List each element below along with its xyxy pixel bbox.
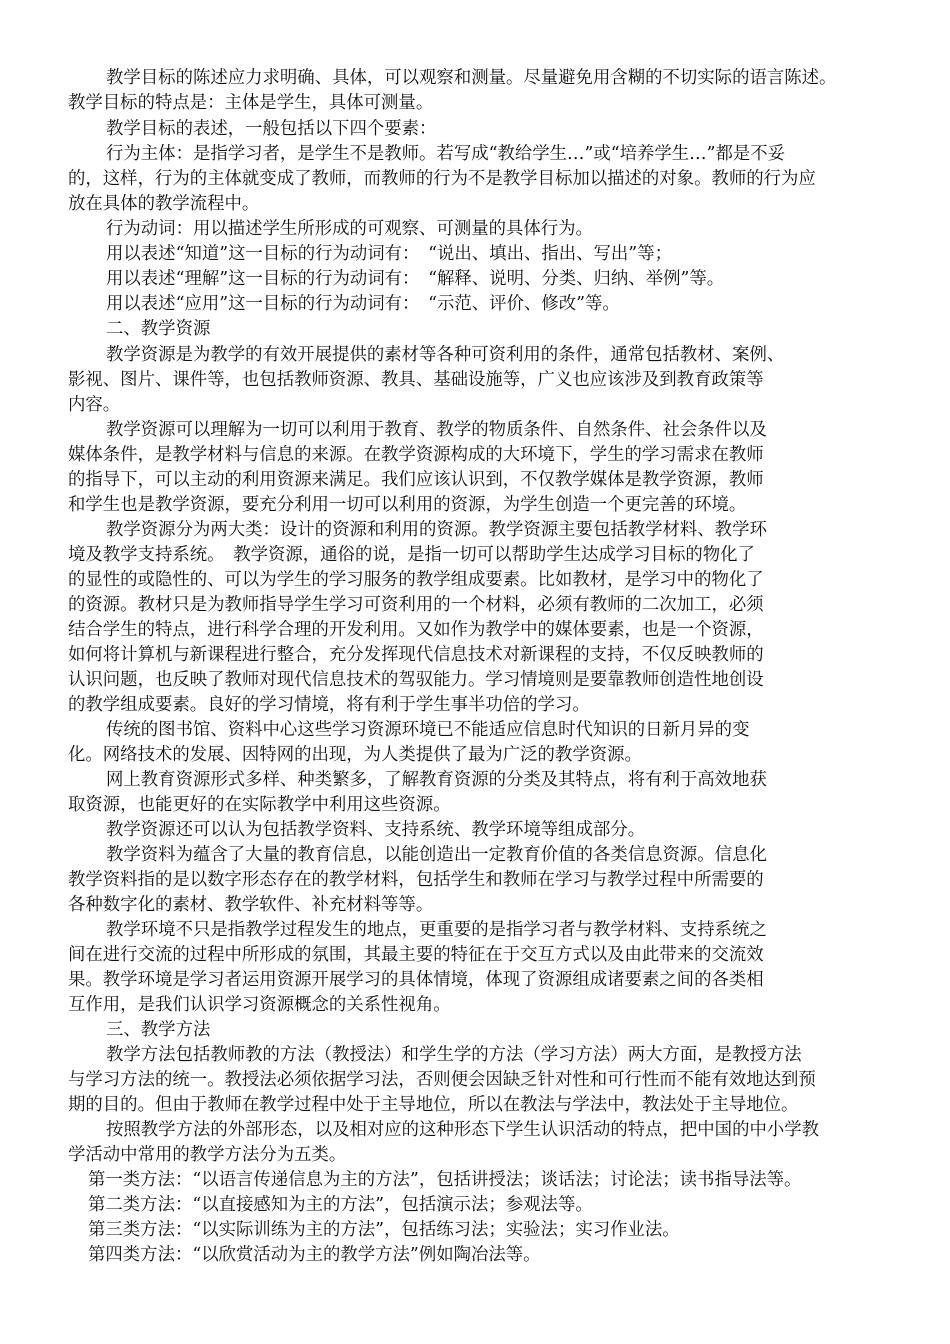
text-line: 教学资源还可以认为包括教学资料、支持系统、教学环境等组成部分。 (106, 820, 646, 840)
text-line: 间在进行交流的过程中所形成的氛围，其最主要的特征在于交互方式以及由此带来的交流效 (68, 945, 764, 965)
text-line: 认识问题，也反映了教师对现代信息技术的驾驭能力。学习情境则是要靠教师创造性地创设 (68, 670, 764, 690)
text-line: 用以表述“应用”这一目标的行为动词有： “示范、评价、修改”等。 (106, 294, 620, 314)
text-line: 按照教学方法的外部形态，以及相对应的这种形态下学生认识活动的特点，把中国的中小学教 (106, 1120, 820, 1140)
text-line: 行为动词：用以描述学生所形成的可观察、可测量的具体行为。 (106, 219, 593, 239)
text-line: 互作用，是我们认识学习资源概念的关系性视角。 (68, 995, 451, 1015)
text-line: 教学目标的陈述应力求明确、具体，可以观察和测量。尽量避免用含糊的不切实际的语言陈述。 (106, 68, 837, 88)
text-line: 的，这样，行为的主体就变成了教师，而教师的行为不是教学目标加以描述的对象。教师的行为应 (68, 169, 816, 189)
section-heading: 三、教学方法 (106, 1020, 211, 1040)
text-line: 教学资源是为教学的有效开展提供的素材等各种可资利用的条件，通常包括教材、案例、 (106, 345, 785, 365)
section-heading: 二、教学资源 (106, 319, 211, 339)
text-line: 教学资源分为两大类：设计的资源和利用的资源。教学资源主要包括教学材料、教学环 (106, 520, 767, 540)
text-line: 境及教学支持系统。 教学资源，通俗的说，是指一切可以帮助学生达成学习目标的物化了 (68, 545, 755, 565)
text-line: 的资源。教材只是为教师指导学生学习可资利用的一个材料，必须有教师的二次加工，必须 (68, 595, 764, 615)
text-line: 的显性的或隐性的、可以为学生的学习服务的教学组成要素。比如教材，是学习中的物化了 (68, 570, 764, 590)
text-line: 教学环境不只是指教学过程发生的地点，更重要的是指学习者与教学材料、支持系统之 (106, 920, 767, 940)
text-line: 教学资源可以理解为一切可以利用于教育、教学的物质条件、自然条件、社会条件以及 (106, 420, 767, 440)
text-line: 教学目标的表述，一般包括以下四个要素： (106, 119, 437, 139)
text-line: 教学目标的特点是：主体是学生，具体可测量。 (68, 93, 434, 113)
text-line: 教学资料为蕴含了大量的教育信息，以能创造出一定教育价值的各类信息资源。信息化 (106, 845, 767, 865)
text-line: 媒体条件，是教学材料与信息的来源。在教学资源构成的大环境下，学生的学习需求在教师 (68, 445, 764, 465)
text-line: 影视、图片、课件等，也包括教师资源、教具、基础设施等，广义也应该涉及到教育政策等 (68, 370, 764, 390)
text-line: 用以表述“知道”这一目标的行为动词有： “说出、填出、指出、写出”等； (106, 244, 672, 264)
text-line: 第一类方法：“以语言传递信息为主的方法”，包括讲授法；谈话法；讨论法；读书指导法等。 (88, 1170, 802, 1190)
text-line: 化。网络技术的发展、因特网的出现，为人类提供了最为广泛的教学资源。 (68, 745, 642, 765)
text-line: 与学习方法的统一。教授法必须依据学习法，否则便会因缺乏针对性和可行性而不能有效地达到预 (68, 1070, 816, 1090)
text-line: 用以表述“理解”这一目标的行为动词有： “解释、说明、分类、归纳、举例”等。 (106, 269, 725, 289)
text-line: 的教学组成要素。良好的学习情境，将有利于学生事半功倍的学习。 (68, 695, 590, 715)
text-line: 教学方法包括教师教的方法（教授法）和学生学的方法（学习方法）两大方面，是教授方法 (106, 1045, 802, 1065)
text-line: 第二类方法：“以直接感知为主的方法”，包括演示法；参观法等。 (88, 1195, 593, 1215)
text-line: 和学生也是教学资源，要充分利用一切可以利用的资源，为学生创造一个更完善的环境。 (68, 495, 747, 515)
text-line: 行为主体：是指学习者，是学生不是教师。若写成“教给学生…”或“培养学生…”都是不妥 (106, 144, 786, 164)
text-line: 内容。 (68, 395, 121, 415)
text-line: 网上教育资源形式多样、种类繁多，了解教育资源的分类及其特点，将有利于高效地获 (106, 770, 767, 790)
text-line: 学活动中常用的教学方法分为五类。 (68, 1145, 347, 1165)
text-line: 结合学生的特点，进行科学合理的开发利用。又如作为教学中的媒体要素，也是一个资源， (68, 620, 764, 640)
text-line: 的指导下，可以主动的利用资源来满足。我们应该认识到，不仅教学媒体是教学资源，教师 (68, 470, 764, 490)
text-line: 果。教学环境是学习者运用资源开展学习的具体情境，体现了资源组成诸要素之间的各类相 (68, 970, 764, 990)
text-line: 教学资料指的是以数字形态存在的教学材料，包括学生和教师在学习与教学过程中所需要的 (68, 870, 764, 890)
text-line: 如何将计算机与新课程进行整合，充分发挥现代信息技术对新课程的支持，不仅反映教师的 (68, 645, 764, 665)
text-line: 传统的图书馆、资料中心这些学习资源环境已不能适应信息时代知识的日新月异的变 (106, 720, 750, 740)
text-line: 第三类方法：“以实际训练为主的方法”，包括练习法；实验法；实习作业法。 (88, 1220, 680, 1240)
text-line: 各种数字化的素材、教学软件、补充材料等等。 (68, 895, 434, 915)
text-line: 期的目的。但由于教师在教学过程中处于主导地位，所以在教法与学法中，教法处于主导地位。 (68, 1095, 799, 1115)
text-line: 放在具体的教学流程中。 (68, 194, 260, 214)
text-line: 第四类方法：“以欣赏活动为主的教学方法”例如陶冶法等。 (88, 1245, 541, 1265)
text-line: 取资源，也能更好的在实际教学中利用这些资源。 (68, 795, 451, 815)
